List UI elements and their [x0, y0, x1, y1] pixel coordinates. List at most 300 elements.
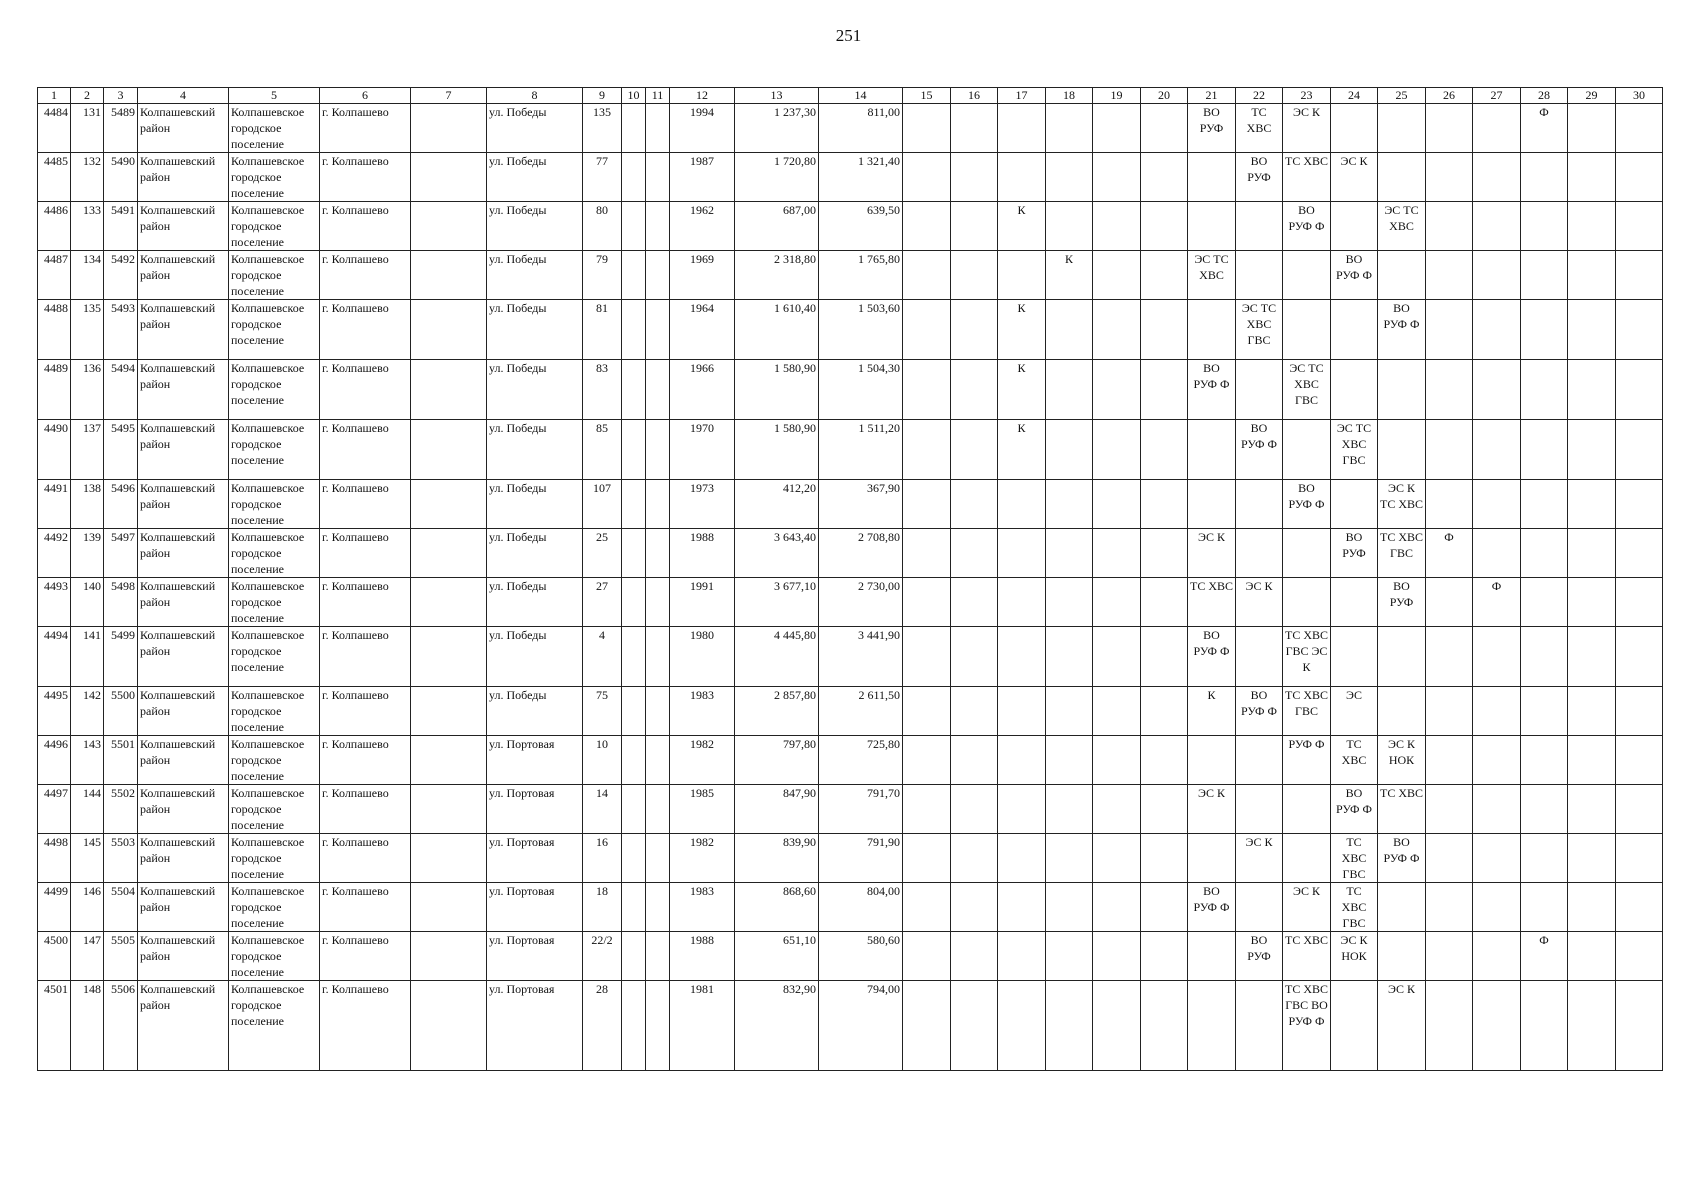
cell-row-no: 4499	[38, 883, 71, 932]
cell-col-28	[1521, 736, 1568, 785]
cell-col-18	[1046, 687, 1093, 736]
cell-col-24: ЭС ТС ХВС ГВС	[1331, 420, 1378, 480]
cell-settlement: Колпашевское городское поселение	[229, 932, 320, 981]
cell-col-19	[1093, 529, 1141, 578]
cell-row-no: 4500	[38, 932, 71, 981]
cell-col-26	[1426, 981, 1473, 1071]
column-header-23: 23	[1283, 88, 1331, 104]
cell-col-21: К	[1188, 687, 1236, 736]
cell-col-10	[622, 687, 646, 736]
cell-house-number: 27	[583, 578, 622, 627]
column-header-20: 20	[1141, 88, 1188, 104]
cell-col-26	[1426, 104, 1473, 153]
cell-col-18	[1046, 578, 1093, 627]
cell-settlement: Колпашевское городское поселение	[229, 687, 320, 736]
cell-col-21: ЭС К	[1188, 529, 1236, 578]
cell-col-16	[951, 578, 998, 627]
column-header-6: 6	[320, 88, 411, 104]
cell-total-area: 1 237,30	[735, 104, 819, 153]
cell-col-19	[1093, 578, 1141, 627]
cell-col-22: ТС ХВС	[1236, 104, 1283, 153]
cell-col-19	[1093, 251, 1141, 300]
cell-col-27	[1473, 834, 1521, 883]
cell-col-30	[1616, 578, 1663, 627]
cell-col-17	[998, 529, 1046, 578]
cell-street: ул. Победы	[487, 420, 583, 480]
cell-col-7	[411, 104, 487, 153]
cell-col-29	[1568, 480, 1616, 529]
cell-col-29	[1568, 834, 1616, 883]
column-header-28: 28	[1521, 88, 1568, 104]
cell-year-built: 1983	[670, 883, 735, 932]
cell-sub-no: 133	[71, 202, 104, 251]
cell-col-25: ЭС К НОК	[1378, 736, 1426, 785]
cell-living-area: 2 611,50	[819, 687, 903, 736]
column-header-25: 25	[1378, 88, 1426, 104]
cell-settlement: Колпашевское городское поселение	[229, 251, 320, 300]
cell-col-25: ТС ХВС ГВС	[1378, 529, 1426, 578]
cell-col-15	[903, 578, 951, 627]
cell-year-built: 1987	[670, 153, 735, 202]
cell-col-19	[1093, 104, 1141, 153]
cell-col-21: ТС ХВС	[1188, 578, 1236, 627]
cell-col-24	[1331, 981, 1378, 1071]
cell-col-28	[1521, 480, 1568, 529]
cell-reg-no: 5493	[104, 300, 138, 360]
cell-settlement: Колпашевское городское поселение	[229, 360, 320, 420]
cell-col-16	[951, 687, 998, 736]
cell-col-7	[411, 578, 487, 627]
cell-col-24: ЭС К	[1331, 153, 1378, 202]
cell-col-10	[622, 251, 646, 300]
cell-col-25	[1378, 932, 1426, 981]
cell-col-19	[1093, 932, 1141, 981]
cell-col-22: ВО РУФ Ф	[1236, 420, 1283, 480]
cell-col-23	[1283, 834, 1331, 883]
cell-col-29	[1568, 883, 1616, 932]
cell-col-23: ВО РУФ Ф	[1283, 480, 1331, 529]
cell-row-no: 4488	[38, 300, 71, 360]
cell-col-7	[411, 687, 487, 736]
cell-col-10	[622, 529, 646, 578]
cell-col-27	[1473, 153, 1521, 202]
cell-total-area: 1 720,80	[735, 153, 819, 202]
cell-settlement: Колпашевское городское поселение	[229, 981, 320, 1071]
cell-locality: г. Колпашево	[320, 736, 411, 785]
cell-col-15	[903, 360, 951, 420]
cell-col-30	[1616, 480, 1663, 529]
cell-col-29	[1568, 932, 1616, 981]
cell-reg-no: 5500	[104, 687, 138, 736]
cell-col-22	[1236, 785, 1283, 834]
cell-col-11	[646, 578, 670, 627]
cell-col-28	[1521, 300, 1568, 360]
cell-district: Колпашевский район	[138, 529, 229, 578]
table-row	[38, 627, 1663, 687]
cell-col-17	[998, 627, 1046, 687]
cell-col-20	[1141, 529, 1188, 578]
cell-house-number: 79	[583, 251, 622, 300]
cell-col-27	[1473, 627, 1521, 687]
table-row	[38, 687, 1663, 736]
cell-col-10	[622, 736, 646, 785]
cell-col-11	[646, 420, 670, 480]
cell-reg-no: 5499	[104, 627, 138, 687]
cell-col-25	[1378, 420, 1426, 480]
cell-col-10	[622, 981, 646, 1071]
column-header-13: 13	[735, 88, 819, 104]
cell-locality: г. Колпашево	[320, 104, 411, 153]
cell-col-23: ТС ХВС	[1283, 153, 1331, 202]
cell-col-10	[622, 785, 646, 834]
cell-col-20	[1141, 736, 1188, 785]
cell-col-20	[1141, 360, 1188, 420]
cell-col-10	[622, 202, 646, 251]
cell-col-16	[951, 153, 998, 202]
cell-reg-no: 5502	[104, 785, 138, 834]
cell-street: ул. Победы	[487, 627, 583, 687]
cell-reg-no: 5489	[104, 104, 138, 153]
cell-street: ул. Портовая	[487, 883, 583, 932]
cell-col-30	[1616, 932, 1663, 981]
cell-col-24	[1331, 360, 1378, 420]
table-row	[38, 834, 1663, 883]
cell-col-28	[1521, 420, 1568, 480]
cell-col-15	[903, 932, 951, 981]
cell-col-21: ЭС К	[1188, 785, 1236, 834]
column-header-2: 2	[71, 88, 104, 104]
cell-col-18	[1046, 981, 1093, 1071]
cell-house-number: 28	[583, 981, 622, 1071]
cell-col-7	[411, 834, 487, 883]
cell-sub-no: 134	[71, 251, 104, 300]
cell-col-30	[1616, 251, 1663, 300]
cell-col-24: ВО РУФ Ф	[1331, 251, 1378, 300]
cell-settlement: Колпашевское городское поселение	[229, 736, 320, 785]
cell-row-no: 4492	[38, 529, 71, 578]
cell-col-21	[1188, 834, 1236, 883]
cell-col-19	[1093, 360, 1141, 420]
cell-col-28	[1521, 251, 1568, 300]
cell-col-17: К	[998, 420, 1046, 480]
cell-col-7	[411, 202, 487, 251]
cell-col-19	[1093, 981, 1141, 1071]
cell-district: Колпашевский район	[138, 932, 229, 981]
cell-col-22	[1236, 883, 1283, 932]
cell-col-17	[998, 981, 1046, 1071]
cell-locality: г. Колпашево	[320, 480, 411, 529]
cell-col-11	[646, 687, 670, 736]
cell-col-11	[646, 480, 670, 529]
cell-col-30	[1616, 736, 1663, 785]
cell-locality: г. Колпашево	[320, 627, 411, 687]
cell-col-17	[998, 687, 1046, 736]
cell-col-18	[1046, 932, 1093, 981]
cell-district: Колпашевский район	[138, 104, 229, 153]
cell-living-area: 725,80	[819, 736, 903, 785]
cell-total-area: 868,60	[735, 883, 819, 932]
cell-col-29	[1568, 300, 1616, 360]
cell-locality: г. Колпашево	[320, 687, 411, 736]
column-header-5: 5	[229, 88, 320, 104]
cell-col-15	[903, 981, 951, 1071]
cell-col-7	[411, 883, 487, 932]
cell-col-22	[1236, 981, 1283, 1071]
cell-col-10	[622, 932, 646, 981]
column-header-14: 14	[819, 88, 903, 104]
cell-col-18	[1046, 420, 1093, 480]
cell-district: Колпашевский район	[138, 360, 229, 420]
cell-col-29	[1568, 687, 1616, 736]
cell-col-18	[1046, 153, 1093, 202]
cell-district: Колпашевский район	[138, 627, 229, 687]
cell-col-19	[1093, 300, 1141, 360]
cell-col-19	[1093, 627, 1141, 687]
cell-col-16	[951, 300, 998, 360]
cell-col-23	[1283, 785, 1331, 834]
cell-col-11	[646, 202, 670, 251]
cell-street: ул. Победы	[487, 480, 583, 529]
cell-col-10	[622, 104, 646, 153]
cell-col-7	[411, 300, 487, 360]
cell-col-18	[1046, 736, 1093, 785]
column-header-26: 26	[1426, 88, 1473, 104]
cell-row-no: 4493	[38, 578, 71, 627]
cell-col-29	[1568, 420, 1616, 480]
column-number-header-row	[38, 88, 1663, 104]
cell-total-area: 847,90	[735, 785, 819, 834]
cell-col-21: ЭС ТС ХВС	[1188, 251, 1236, 300]
cell-col-18	[1046, 627, 1093, 687]
cell-col-29	[1568, 360, 1616, 420]
cell-col-25: ВО РУФ	[1378, 578, 1426, 627]
cell-settlement: Колпашевское городское поселение	[229, 480, 320, 529]
cell-sub-no: 148	[71, 981, 104, 1071]
cell-col-22	[1236, 251, 1283, 300]
cell-district: Колпашевский район	[138, 981, 229, 1071]
cell-living-area: 580,60	[819, 932, 903, 981]
cell-col-17	[998, 251, 1046, 300]
cell-house-number: 18	[583, 883, 622, 932]
cell-col-19	[1093, 736, 1141, 785]
cell-col-10	[622, 420, 646, 480]
cell-sub-no: 142	[71, 687, 104, 736]
column-header-18: 18	[1046, 88, 1093, 104]
cell-col-27	[1473, 981, 1521, 1071]
cell-col-23: ТС ХВС	[1283, 932, 1331, 981]
table-row	[38, 883, 1663, 932]
cell-sub-no: 135	[71, 300, 104, 360]
cell-living-area: 1 503,60	[819, 300, 903, 360]
cell-col-30	[1616, 300, 1663, 360]
column-header-12: 12	[670, 88, 735, 104]
cell-total-area: 797,80	[735, 736, 819, 785]
cell-reg-no: 5503	[104, 834, 138, 883]
cell-col-25	[1378, 153, 1426, 202]
cell-col-7	[411, 251, 487, 300]
cell-col-11	[646, 360, 670, 420]
cell-col-21	[1188, 736, 1236, 785]
cell-col-20	[1141, 627, 1188, 687]
cell-col-11	[646, 785, 670, 834]
cell-col-28: Ф	[1521, 104, 1568, 153]
cell-col-17	[998, 153, 1046, 202]
cell-locality: г. Колпашево	[320, 785, 411, 834]
cell-col-15	[903, 153, 951, 202]
cell-settlement: Колпашевское городское поселение	[229, 104, 320, 153]
cell-col-15	[903, 300, 951, 360]
cell-row-no: 4494	[38, 627, 71, 687]
cell-living-area: 2 730,00	[819, 578, 903, 627]
cell-sub-no: 138	[71, 480, 104, 529]
cell-col-18	[1046, 300, 1093, 360]
cell-col-23	[1283, 529, 1331, 578]
cell-year-built: 1966	[670, 360, 735, 420]
cell-sub-no: 145	[71, 834, 104, 883]
table-row	[38, 578, 1663, 627]
cell-col-23: ТС ХВС ГВС ЭС К	[1283, 627, 1331, 687]
cell-total-area: 687,00	[735, 202, 819, 251]
cell-col-16	[951, 785, 998, 834]
cell-district: Колпашевский район	[138, 578, 229, 627]
cell-col-7	[411, 153, 487, 202]
cell-locality: г. Колпашево	[320, 153, 411, 202]
cell-row-no: 4484	[38, 104, 71, 153]
cell-col-20	[1141, 981, 1188, 1071]
cell-col-15	[903, 785, 951, 834]
cell-col-28	[1521, 785, 1568, 834]
cell-total-area: 1 610,40	[735, 300, 819, 360]
table-row	[38, 981, 1663, 1071]
cell-year-built: 1970	[670, 420, 735, 480]
cell-col-15	[903, 736, 951, 785]
table-row	[38, 529, 1663, 578]
cell-reg-no: 5501	[104, 736, 138, 785]
cell-col-29	[1568, 785, 1616, 834]
cell-street: ул. Победы	[487, 153, 583, 202]
cell-col-30	[1616, 104, 1663, 153]
cell-col-28: Ф	[1521, 932, 1568, 981]
cell-row-no: 4485	[38, 153, 71, 202]
cell-living-area: 1 511,20	[819, 420, 903, 480]
cell-col-7	[411, 785, 487, 834]
cell-col-29	[1568, 578, 1616, 627]
cell-total-area: 651,10	[735, 932, 819, 981]
cell-street: ул. Портовая	[487, 834, 583, 883]
cell-reg-no: 5491	[104, 202, 138, 251]
cell-district: Колпашевский район	[138, 834, 229, 883]
cell-district: Колпашевский район	[138, 480, 229, 529]
cell-col-16	[951, 736, 998, 785]
cell-col-21	[1188, 202, 1236, 251]
cell-living-area: 811,00	[819, 104, 903, 153]
cell-col-10	[622, 834, 646, 883]
cell-col-15	[903, 104, 951, 153]
housing-register-table	[37, 87, 1663, 1071]
cell-col-21	[1188, 153, 1236, 202]
cell-reg-no: 5505	[104, 932, 138, 981]
cell-district: Колпашевский район	[138, 153, 229, 202]
cell-col-22: ВО РУФ	[1236, 932, 1283, 981]
cell-col-30	[1616, 420, 1663, 480]
cell-district: Колпашевский район	[138, 251, 229, 300]
column-header-15: 15	[903, 88, 951, 104]
cell-col-16	[951, 529, 998, 578]
column-header-21: 21	[1188, 88, 1236, 104]
cell-col-27	[1473, 687, 1521, 736]
cell-col-25: ТС ХВС	[1378, 785, 1426, 834]
cell-col-19	[1093, 834, 1141, 883]
cell-house-number: 85	[583, 420, 622, 480]
cell-col-11	[646, 932, 670, 981]
cell-house-number: 22/2	[583, 932, 622, 981]
cell-living-area: 791,90	[819, 834, 903, 883]
column-header-11: 11	[646, 88, 670, 104]
cell-street: ул. Портовая	[487, 785, 583, 834]
cell-col-25	[1378, 627, 1426, 687]
cell-locality: г. Колпашево	[320, 360, 411, 420]
cell-col-28	[1521, 883, 1568, 932]
cell-col-27	[1473, 202, 1521, 251]
cell-col-22	[1236, 736, 1283, 785]
cell-col-10	[622, 627, 646, 687]
cell-col-17: К	[998, 300, 1046, 360]
cell-district: Колпашевский район	[138, 420, 229, 480]
table-row	[38, 785, 1663, 834]
column-header-24: 24	[1331, 88, 1378, 104]
cell-street: ул. Портовая	[487, 932, 583, 981]
cell-living-area: 2 708,80	[819, 529, 903, 578]
cell-year-built: 1980	[670, 627, 735, 687]
cell-sub-no: 139	[71, 529, 104, 578]
cell-col-26	[1426, 480, 1473, 529]
cell-locality: г. Колпашево	[320, 251, 411, 300]
cell-col-21	[1188, 420, 1236, 480]
cell-col-27	[1473, 883, 1521, 932]
cell-col-15	[903, 834, 951, 883]
table-row	[38, 300, 1663, 360]
cell-col-24	[1331, 480, 1378, 529]
cell-col-23: ВО РУФ Ф	[1283, 202, 1331, 251]
cell-living-area: 1 504,30	[819, 360, 903, 420]
cell-col-19	[1093, 480, 1141, 529]
cell-living-area: 1 321,40	[819, 153, 903, 202]
cell-year-built: 1982	[670, 736, 735, 785]
cell-col-20	[1141, 300, 1188, 360]
cell-col-24: ЭС	[1331, 687, 1378, 736]
cell-col-26	[1426, 834, 1473, 883]
column-header-16: 16	[951, 88, 998, 104]
cell-col-22	[1236, 480, 1283, 529]
cell-col-23	[1283, 420, 1331, 480]
cell-settlement: Колпашевское городское поселение	[229, 834, 320, 883]
cell-col-10	[622, 153, 646, 202]
cell-living-area: 791,70	[819, 785, 903, 834]
cell-col-24	[1331, 202, 1378, 251]
cell-living-area: 1 765,80	[819, 251, 903, 300]
table-row	[38, 202, 1663, 251]
cell-settlement: Колпашевское городское поселение	[229, 627, 320, 687]
cell-total-area: 4 445,80	[735, 627, 819, 687]
cell-col-28	[1521, 360, 1568, 420]
column-header-22: 22	[1236, 88, 1283, 104]
cell-col-19	[1093, 883, 1141, 932]
cell-locality: г. Колпашево	[320, 981, 411, 1071]
cell-col-7	[411, 360, 487, 420]
cell-house-number: 135	[583, 104, 622, 153]
cell-col-23: ЭС К	[1283, 104, 1331, 153]
cell-settlement: Колпашевское городское поселение	[229, 202, 320, 251]
